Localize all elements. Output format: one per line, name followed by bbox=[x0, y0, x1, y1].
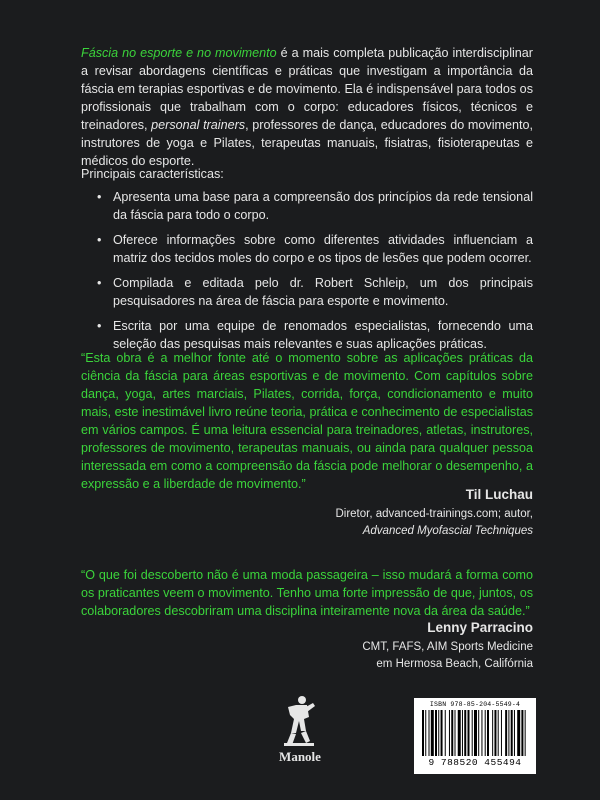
barcode-bar bbox=[481, 710, 482, 756]
manole-publisher-logo-icon bbox=[282, 693, 318, 747]
barcode-bar bbox=[508, 710, 509, 756]
feature-item-text: Apresenta uma base para a compreensão dos princípios da rede tensional da fáscia para todo o corpo. bbox=[113, 190, 533, 222]
barcode-bar bbox=[422, 710, 424, 756]
barcode-bar bbox=[445, 710, 446, 756]
barcode-bar bbox=[517, 710, 520, 756]
barcode-bar bbox=[435, 710, 437, 756]
bullet-icon: • bbox=[97, 319, 102, 333]
barcode-bar bbox=[468, 710, 470, 756]
barcode-bar bbox=[462, 710, 463, 756]
barcode-bar bbox=[498, 710, 499, 756]
barcode-bar bbox=[441, 710, 443, 756]
barcode-bar bbox=[514, 710, 515, 756]
barcode-bar bbox=[458, 710, 461, 756]
testimonial-author: Til Luchau bbox=[465, 487, 533, 502]
barcode-bar bbox=[464, 710, 466, 756]
barcode-bar bbox=[474, 710, 477, 756]
feature-item bbox=[97, 317, 533, 353]
barcode-bar bbox=[478, 710, 479, 756]
testimonial-credit-book: Advanced Myofascial Techniques bbox=[362, 525, 533, 537]
barcode-bar bbox=[525, 710, 526, 756]
barcode-bar bbox=[511, 710, 513, 756]
barcode-bar bbox=[485, 710, 486, 756]
barcode-bar bbox=[487, 710, 489, 756]
barcode-bar bbox=[501, 710, 502, 756]
bullet-icon: • bbox=[97, 276, 102, 290]
features-list bbox=[97, 188, 533, 360]
intro-text-part-1: é a mais completa publicação interdisciplinar a revisar abordagens científicas e práticas que investigam a importância da fáscia em terapias esportivas e de movimento. Ela é indispensável para todos os profissionais que trabalham com o corpo: educadores físicos, técnicos e treinadores, bbox=[81, 46, 533, 132]
barcode-bars bbox=[420, 710, 530, 756]
barcode-bar bbox=[449, 710, 450, 756]
testimonial-credit-location: em Hermosa Beach, Califórnia bbox=[376, 658, 533, 670]
barcode-bar bbox=[492, 710, 493, 756]
feature-item bbox=[97, 188, 533, 224]
barcode-bar bbox=[438, 710, 439, 756]
intro-text-part-2: , professores de dança, educadores do movimento, instrutores de yoga e Pilates, terapeutas manuais, fisiatras, fisioterapeutas e médicos do esporte. bbox=[81, 118, 533, 168]
barcode-bar bbox=[429, 710, 430, 756]
feature-item-text: Oferece informações sobre como diferentes atividades influenciam a matriz dos tecidos moles do corpo e os tipos de lesões que podem ocorrer. bbox=[113, 233, 533, 265]
book-title: Fáscia no esporte e no movimento bbox=[81, 46, 277, 60]
barcode-bar bbox=[472, 710, 473, 756]
feature-item bbox=[97, 274, 533, 310]
intro-paragraph bbox=[81, 44, 533, 170]
intro-text-emphasis: personal trainers bbox=[151, 118, 246, 132]
barcode-bar bbox=[451, 710, 453, 756]
barcode-bar bbox=[455, 710, 456, 756]
testimonial-credit: Diretor, advanced-trainings.com; autor, bbox=[335, 508, 533, 520]
isbn-label: ISBN 978-85-204-5549-4 bbox=[429, 701, 521, 708]
feature-item-text: Escrita por uma equipe de renomados especialistas, fornecendo uma seleção das pesquisas mais relevantes e suas aplicações práticas. bbox=[113, 319, 533, 351]
barcode-bar bbox=[431, 710, 434, 756]
isbn-barcode bbox=[414, 698, 536, 774]
testimonial-attribution-1 bbox=[335, 486, 533, 540]
testimonial-credit: CMT, FAFS, AIM Sports Medicine bbox=[362, 641, 533, 653]
barcode-bar bbox=[505, 710, 507, 756]
feature-item-text: Compilada e editada pelo dr. Robert Schleip, um dos principais pesquisadores na área de fáscia para esporte e movimento. bbox=[113, 276, 533, 308]
testimonial-quote-2: “O que foi descoberto não é uma moda passageira – isso mudará a forma como os praticantes veem o movimento. Tenho uma forte impressão de que, juntos, os colaboradores descobriram uma disciplina inteiramente nova da área da saúde.” bbox=[81, 568, 533, 618]
bullet-icon: • bbox=[97, 233, 102, 247]
barcode-number: 9 788520 455494 bbox=[428, 757, 522, 768]
features-heading: Principais características: bbox=[81, 167, 224, 181]
feature-item bbox=[97, 231, 533, 267]
testimonial-attribution-2 bbox=[362, 619, 533, 673]
publisher-name: Manole bbox=[279, 749, 321, 764]
bullet-icon: • bbox=[97, 190, 102, 204]
barcode-bar bbox=[521, 710, 523, 756]
testimonial-author: Lenny Parracino bbox=[427, 620, 533, 635]
barcode-bar bbox=[425, 710, 426, 756]
testimonial-quote-1: “Esta obra é a melhor fonte até o momento sobre as aplicações práticas da ciência da fáscia para áreas esportivas e de movimento. Com capítulos sobre dança, yoga, artes marciais, Pilates, corrida, força, condicionamento e muito mais, este inestimável livro reúne teoria, prática e conhecimento de especialistas em vários campos. É uma leitura essencial para treinadores, atletas, instrutores, professores de movimento, terapeutas manuais, ou ainda para qualquer pessoa interessada em como a compreensão da fáscia pode melhorar o desempenho, a expressão e a liberdade de movimento.” bbox=[81, 351, 533, 491]
barcode-bar bbox=[494, 710, 496, 756]
publisher-logo bbox=[270, 693, 330, 773]
